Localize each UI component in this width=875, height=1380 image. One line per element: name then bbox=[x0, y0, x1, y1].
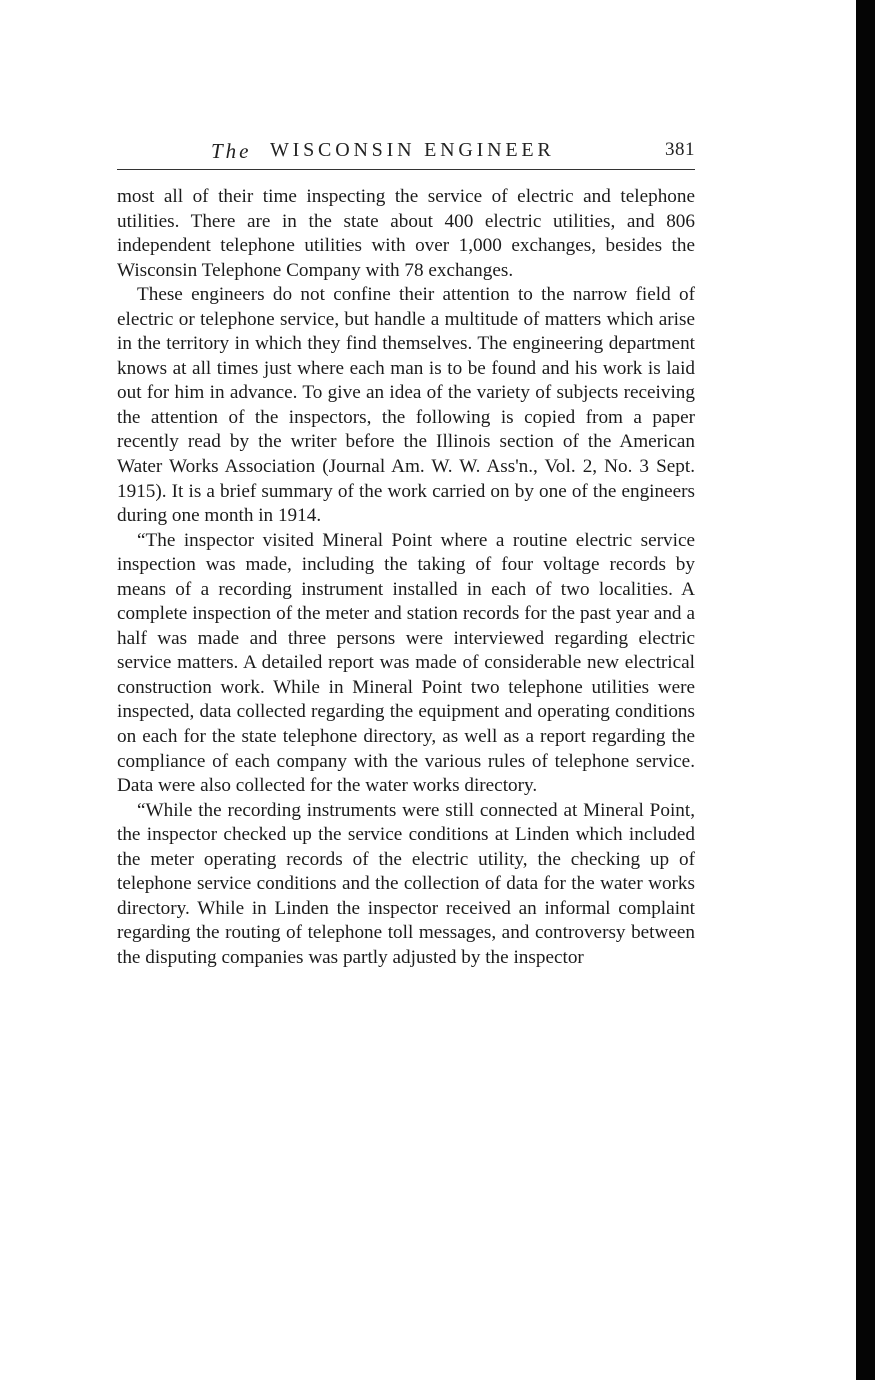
running-header bbox=[117, 139, 695, 170]
paragraph-mineral-point-quote: “The inspector visited Mineral Point where a routine electric service inspection was made, including the taking of four voltage records by means of a recording instrument installed in each of two localities. A complete inspection of the meter and station records for the past year and a half was made and three persons were interviewed regarding electric service matters. A detailed report was made of considerable new electrical construction work. While in Mineral Point two telephone utilities were inspected, data collected regarding the equipment and operating conditions on each for the state telephone directory, as well as a report regarding the compliance of each company with the various rules of telephone service. Data were also collected for the water works directory. bbox=[117, 529, 695, 797]
paragraph-continuation: most all of their time inspecting the service of electric and telephone utilities. There are in the state about 400 electric utilities, and 806 independent telephone utilities with over 1,000 exchanges, besides the Wisconsin Telephone Company with 78 exchanges. bbox=[117, 186, 695, 281]
paragraph-engineers-duties: These engineers do not confine their attention to the narrow field of electric or telephone service, but handle a multitude of matters which arise in the territory in which they find themselves. The engineering department knows at all times just where each man is to be found and his work is laid out for him in advance. To give an idea of the variety of subjects receiving the attention of the inspectors, the following is copied from a paper recently read by the writer before the Illinois section of the American Water Works Association (Journal Am. W. W. Ass'n., Vol. 2, No. 3 Sept. 1915). It is a brief summary of the work carried on by one of the engineers during one month in 1914. bbox=[117, 284, 695, 527]
journal-title-article: The bbox=[211, 139, 252, 163]
paragraph-linden-quote: “While the recording instruments were still connected at Mineral Point, the inspector checked up the service conditions at Linden which included the meter operating records of the electric utility, the checking up of telephone service conditions and the collection of data for the water works directory. While in Linden the inspector received an informal complaint regarding the routing of telephone toll messages, and controversy between the disputing companies was partly adjusted by the inspector bbox=[117, 799, 695, 968]
page-number: 381 bbox=[665, 139, 695, 160]
journal-title: WISCONSIN ENGINEER bbox=[270, 139, 555, 161]
article-body bbox=[117, 185, 695, 971]
scan-border bbox=[856, 0, 875, 1380]
